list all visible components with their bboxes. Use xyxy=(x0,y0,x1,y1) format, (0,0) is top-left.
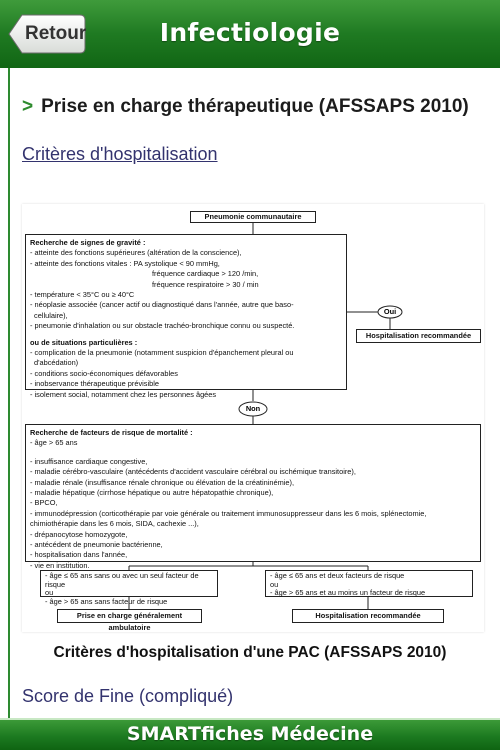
situation-line: - isolement social, notamment chez les personnes âgées xyxy=(30,389,217,399)
low-risk-criteria-box xyxy=(40,570,218,606)
high-risk-line: ou xyxy=(270,579,279,589)
gravity-line: cellulaire), xyxy=(34,310,68,320)
situation-line: - inobservance thérapeutique prévisible xyxy=(30,379,160,389)
situation-line: - complication de la pneumonie (notamment suspicion d'épanchement pleural ou xyxy=(30,348,294,358)
pneumonia-box xyxy=(190,211,316,223)
chevron-right-icon: > xyxy=(22,96,34,117)
risk-line: - hospitalisation dans l'année, xyxy=(30,550,128,560)
section-heading xyxy=(22,96,482,117)
high-risk-criteria-box xyxy=(265,570,473,597)
gravity-line: fréquence cardiaque > 120 /min, xyxy=(152,269,259,279)
section-heading-text: Prise en charge thérapeutique (AFSSAPS 2010) xyxy=(41,96,469,117)
hospitalisation-criteria-link[interactable]: Critères d'hospitalisation xyxy=(22,144,218,164)
figure-caption: Critères d'hospitalisation d'une PAC (AFSSAPS 2010) xyxy=(53,644,447,661)
high-risk-line: - âge ≤ 65 ans et deux facteurs de risque xyxy=(270,571,405,580)
navigation-bar xyxy=(0,0,500,68)
risk-line: - antécédent de pneumonie bactérienne, xyxy=(30,540,163,550)
gravity-line: - atteinte des fonctions supérieures (altération de la conscience), xyxy=(30,248,242,258)
risk-title: Recherche de facteurs de risque de mortalité : xyxy=(30,428,193,437)
gravity-title: Recherche de signes de gravité : xyxy=(30,238,146,247)
risk-line: chimiothérapie dans les 6 mois, SIDA, cachexie ...), xyxy=(30,519,199,529)
gravity-line: - néoplasie associée (cancer actif ou diagnostiqué dans l'année, autre que baso- xyxy=(30,300,294,310)
low-risk-line: - âge > 65 ans sans facteur de risque xyxy=(45,596,168,606)
risk-line: - vie en institution. xyxy=(30,560,90,570)
risk-line: - maladie rénale (insuffisance rénale chronique ou élévation de la créatininémie), xyxy=(30,477,295,487)
gravity-line: - température < 35°C ou ≥ 40°C xyxy=(30,290,135,300)
risk-factors-box xyxy=(25,424,481,570)
situation-line: d'abcédation) xyxy=(34,358,79,368)
gravity-line: fréquence respiratoire > 30 / min xyxy=(152,279,259,289)
hospitalisation-top-label: Hospitalisation recommandée xyxy=(365,331,472,340)
yes-label: Oui xyxy=(383,307,397,316)
low-risk-line: - âge ≤ 65 ans sans ou avec un seul facteur de risque xyxy=(45,571,199,589)
gravity-line: - atteinte des fonctions vitales : PA systolique < 90 mmHg, xyxy=(30,258,220,268)
flowchart-figure xyxy=(22,204,484,632)
risk-line: - insuffisance cardiaque congestive, xyxy=(30,456,148,466)
content-area[interactable] xyxy=(0,68,500,718)
risk-line: - immunodépression (corticothérapie par voie générale ou traitement immunosuppresseur dans les 6 mois, splénectomie, xyxy=(30,508,427,518)
ambulatory-label: Prise en charge généralement ambulatoire xyxy=(76,611,183,632)
footer-bar xyxy=(0,718,500,750)
low-risk-line: ou xyxy=(45,588,54,598)
hospitalisation-bottom-label: Hospitalisation recommandée xyxy=(315,611,421,620)
footer-title: SMARTfiches Médecine xyxy=(126,723,374,745)
risk-line: - drépanocytose homozygote, xyxy=(30,529,128,539)
situations-title: ou de situations particulières : xyxy=(30,337,138,347)
gravity-signs-box xyxy=(25,234,347,399)
risk-line: - maladie hépatique (cirrhose hépatique ou autre hépatopathie chronique), xyxy=(30,488,274,498)
hospitalisation-bottom-box xyxy=(292,609,444,623)
ambulatory-box xyxy=(57,609,202,632)
situation-line: - conditions socio-économiques défavorables xyxy=(30,368,178,378)
risk-line: - maladie cérébro-vasculaire (antécédents d'accident vasculaire cérébral ou ischémique transitoire), xyxy=(30,467,356,477)
screen-title: Infectiologie xyxy=(159,18,341,47)
back-button-label: Retour xyxy=(25,23,87,44)
risk-line: - âge > 65 ans xyxy=(30,438,78,448)
pneumonia-label: Pneumonie communautaire xyxy=(204,212,302,221)
hospitalisation-top-box xyxy=(356,329,481,343)
high-risk-line: - âge > 65 ans et au moins un facteur de risque xyxy=(270,588,426,598)
risk-line: - BPCO, xyxy=(30,498,58,508)
no-label: Non xyxy=(245,404,261,413)
fine-score-link[interactable]: Score de Fine (compliqué) xyxy=(22,686,234,706)
gravity-line: - pneumonie d'inhalation ou sur obstacle trachéo-bronchique connu ou suspecté. xyxy=(30,321,295,331)
